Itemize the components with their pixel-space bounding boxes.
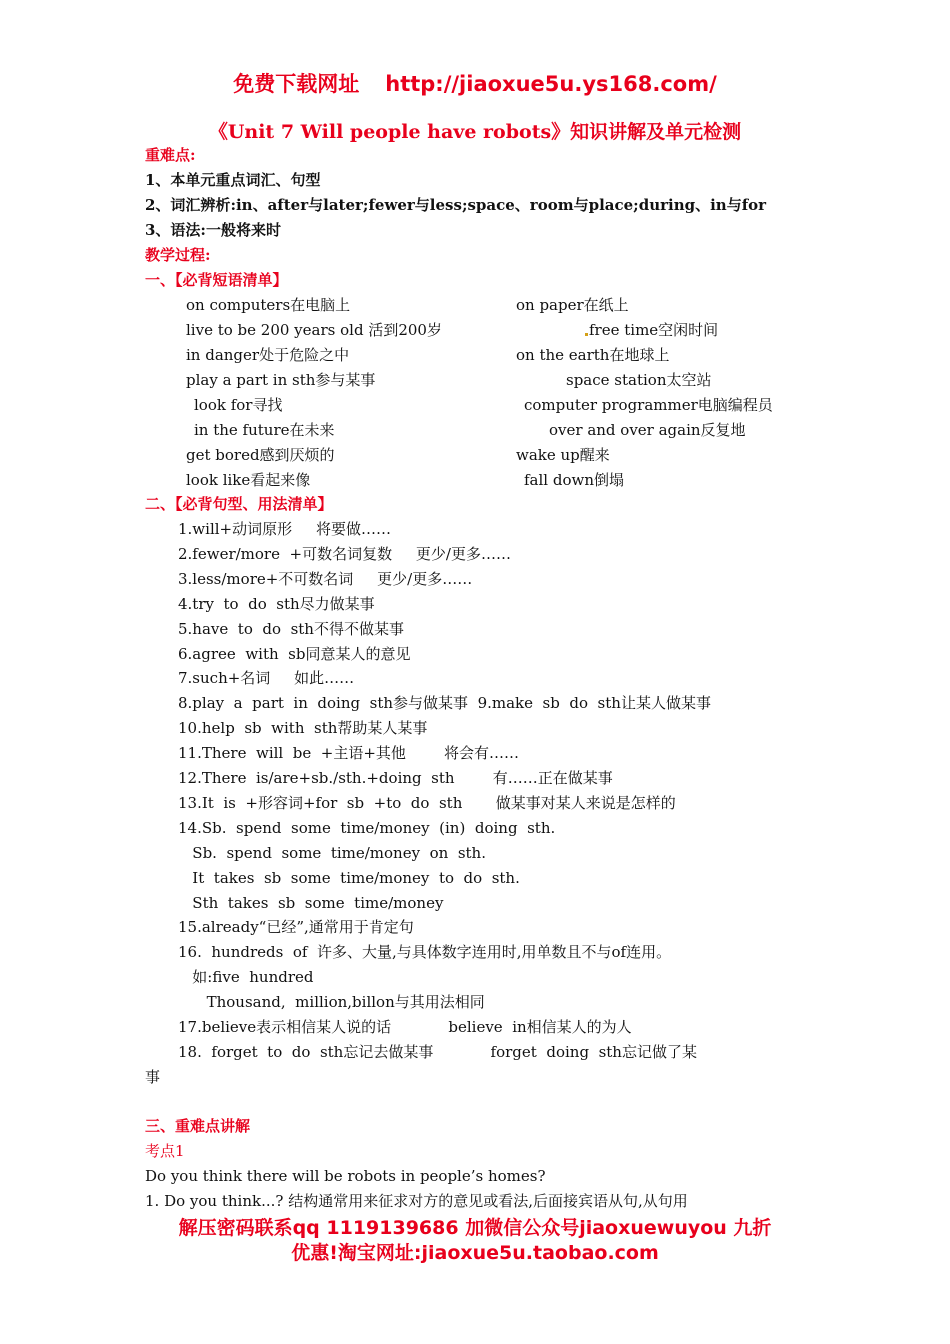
phrase-item: live to be 200 years old 活到200岁 — [186, 321, 442, 339]
document-title: 《Unit 7 Will people have robots》知识讲解及单元检测 — [208, 121, 742, 143]
section1-heading: 一、【必背短语清单】 — [145, 271, 288, 289]
phrase-item: on the earth在地球上 — [516, 346, 670, 364]
sentence-pattern-line: Thousand, million,billon与其用法相同 — [178, 993, 485, 1012]
download-header — [0, 68, 950, 98]
section3-heading: 三、重难点讲解 — [145, 1117, 251, 1135]
phrase-item: in the future在未来 — [194, 421, 335, 439]
sentence-pattern-line: 5.have to do sth不得不做某事 — [178, 619, 404, 638]
key-point-item: 3、语法:一般将来时 — [145, 221, 281, 239]
phrase-item: on paper在纸上 — [516, 296, 629, 314]
sentence-pattern-line: Sth takes sb some time/money — [178, 893, 444, 912]
phrase-item: on computers在电脑上 — [186, 296, 351, 314]
header-label: 免费下载网址 — [233, 72, 360, 96]
sentence-pattern-line: 4.try to do sth尽力做某事 — [178, 594, 375, 613]
phrase-item: free time空闲时间 — [589, 321, 719, 339]
sentence-pattern-line: It takes sb some time/money to do sth. — [178, 868, 520, 887]
sentence-pattern-line: 14.Sb. spend some time/money (in) doing sth. — [178, 818, 556, 837]
phrase-item: look for寻找 — [194, 396, 283, 414]
point-label: 考点1 — [145, 1142, 185, 1160]
sentence-pattern-line: 15.already“已经”,通常用于肯定句 — [178, 918, 414, 937]
sentence-pattern-line: 10.help sb with sth帮助某人某事 — [178, 719, 428, 738]
sentence-pattern-line: 11.There will be +主语+其他 将会有…… — [178, 744, 520, 763]
sentence-pattern-line: 7.such+名词 如此…… — [178, 669, 355, 688]
explanation-line: 1. Do you think...? 结构通常用来征求对方的意见或看法,后面接宾语从句,从句用 — [145, 1192, 688, 1210]
sentence-pattern-line: 18. forget to do sth忘记去做某事 forget doing sth忘记做了某 — [178, 1042, 697, 1061]
header-url[interactable]: http://jiaoxue5u.ys168.com/ — [385, 72, 717, 96]
phrase-item: fall down倒塌 — [524, 471, 624, 489]
sentence-pattern-line: 事 — [145, 1067, 161, 1086]
footer-line-2: 优惠!淘宝网址:jiaoxue5u.taobao.com — [291, 1242, 659, 1264]
phrase-item: play a part in sth参与某事 — [186, 371, 376, 389]
sentence-pattern-line: 8.play a part in doing sth参与做某事 9.make sb do sth让某人做某事 — [178, 694, 711, 713]
sentence-pattern-line: 17.believe表示相信某人说的话 believe in相信某人的为人 — [178, 1018, 632, 1036]
sentence-pattern-line: 12.There is/are+sb./sth.+doing sth 有……正在做某事 — [178, 769, 613, 787]
phrase-item: computer programmer电脑编程员 — [524, 396, 773, 414]
example-sentence: Do you think there will be robots in people’s homes? — [145, 1167, 546, 1185]
section2-heading: 二、【必背句型、用法清单】 — [145, 495, 333, 513]
footer-line-1: 解压密码联系qq 1119139686 加微信公众号jiaoxuewuyou 九折 — [178, 1217, 772, 1239]
process-heading: 教学过程: — [145, 246, 211, 264]
sentence-pattern-line: 16. hundreds of 许多、大量,与具体数字连用时,用单数且不与of连用。 — [178, 943, 672, 962]
sentence-pattern-line: Sb. spend some time/money on sth. — [178, 843, 486, 862]
sentence-pattern-line: 13.It is +形容词+for sb +to do sth 做某事对某人来说是怎样的 — [178, 793, 676, 812]
phrase-item: wake up醒来 — [516, 446, 610, 464]
phrase-item: look like看起来像 — [186, 471, 311, 489]
phrase-item: in danger处于危险之中 — [186, 346, 350, 364]
decorative-dot — [585, 333, 588, 336]
sentence-pattern-line: 如:five hundred — [178, 968, 314, 987]
key-point-item: 2、词汇辨析:in、after与later;fewer与less;space、room与place;during、in与for — [145, 196, 767, 214]
key-point-item: 1、本单元重点词汇、句型 — [145, 171, 321, 189]
phrase-item: over and over again反复地 — [549, 421, 746, 439]
phrase-item: space station太空站 — [566, 371, 712, 389]
sentence-pattern-line: 1.will+动词原形 将要做…… — [178, 520, 391, 538]
sentence-pattern-line: 3.less/more+不可数名词 更少/更多…… — [178, 569, 473, 588]
key-points-heading: 重难点: — [145, 146, 196, 164]
sentence-pattern-line: 2.fewer/more +可数名词复数 更少/更多…… — [178, 544, 511, 563]
sentence-pattern-line: 6.agree with sb同意某人的意见 — [178, 644, 411, 663]
phrase-item: get bored感到厌烦的 — [186, 446, 335, 464]
